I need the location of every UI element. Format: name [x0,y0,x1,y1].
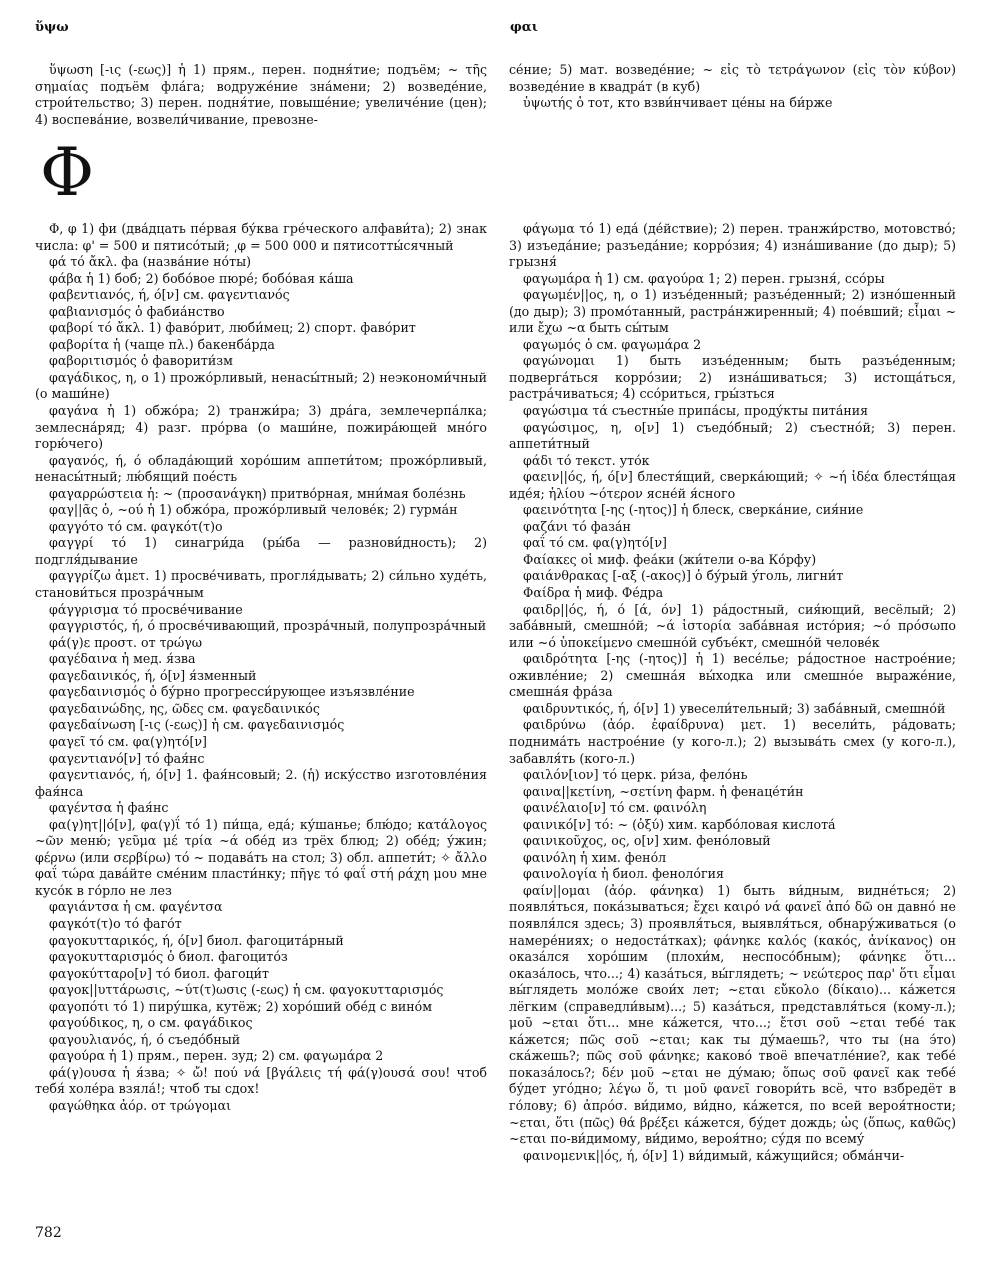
dictionary-entry: φάγγρισμα τό просве́чивание [49,601,243,617]
dictionary-entry: φαγάδικος, η, ο 1) прожо́рливый, ненасы́тный; 2) неэкономи́чный (о маши́не) [35,369,487,402]
dictionary-entry: φαγωμός ὁ см. φαγωμάρα 2 [523,336,702,352]
dictionary-entry: φάβα ἡ 1) боб; 2) бобо́вое пюре́; бобо́вая ка́ша [49,270,354,286]
dictionary-entry: Φ, φ 1) фи (два́дцать пе́рвая бу́ква гре́ческого алфави́та); 2) знак числа: φ' = 500 и пятисо́тый; ͵φ = 500 000 и пятисотты́сячный [35,221,487,253]
section-letter: Φ [40,134,95,211]
dictionary-entry: φαγανός, ή, ό облада́ющий хоро́шим аппети́том; прожо́рливый, ненасы́тный; лю́бящий пое́сть [35,452,487,485]
dictionary-entry: φαγεδαινικός, ή, ό[ν] я́зменный [49,667,257,683]
dictionary-entry: φαγούδικος, η, ο см. φαγάδικος [49,1015,253,1031]
dictionary-entry: φαινικοῦχος, ος, ο[ν] хим. фено́ловый [523,833,771,849]
dictionary-entry: φαγέδαινα ἡ мед. я́зва [49,651,196,667]
dictionary-entry: φαγώσιμα τά съестны́е припа́сы, проду́кты пита́ния [523,403,869,419]
dictionary-entry: φαιδρ||ός, ή, ό [ά, όν] 1) ра́достный, сия́ющий, весёлый; 2) заба́вный, смешно́й; ~ά ἱστορία заба́вная исто́рия; ~ό πρόσωπο или ~ό ὑποκείμενο смешно́й субъе́кт, смешно́й челове́к [509,601,956,650]
dictionary-entry: φαινέλαιο[ν] τό см. φαινόλη [523,800,707,816]
left-column [35,221,487,1115]
dictionary-entry: ὕψωση [-ις (-εως)] ἡ 1) прям., перен. подня́тие; подъём; ~ τῆς σημαίας подъём фла́га; водруже́ние зна́мени; 2) возведе́ние, строи́тельство; 3) перен. подня́тие, повыше́ние; увеличе́ние (цен); 4) воспева́ние, возвели́чивание, превозне- [35,62,487,127]
dictionary-entry: φαγοκυτταρισμός ὁ биол. фагоцито́з [49,949,288,965]
dictionary-entry: φαγεδαινώδης, ης, ῶδες см. φαγεδαινικός [49,700,320,716]
dictionary-entry: φαβεντιανός, ή, ό[ν] см. φαγεντιανός [49,287,290,303]
dictionary-entry: φαιδρότητα [-ης (-ητος)] ἡ 1) весе́лье; ра́достное настрое́ние; оживле́ние; 2) смешна́я вы́ходка или смешно́е выраже́ние, смешна́я фра́за [509,651,956,700]
dictionary-entry: φαγεντιανό[ν] τό фая́нс [49,750,205,766]
dictionary-entry: φαζάνι τό фаза́н [523,518,631,534]
dictionary-entry: φαινικό[ν] τό: ~ (ὀξύ) хим. карбо́ловая кислота́ [523,816,836,832]
dictionary-entry: φαίν||ομαι (ἀόρ. φάνηκα) 1) быть ви́дным, видне́ться; 2) появля́ться, пока́зываться; ἔχει καιρό νά φανεῖ ἀπό δῶ он давно́ не появля́лся здесь; 3) проявля́ться, выявля́ться, обнару́живаться (о намере́ниях; о недоста́тках); φάνηκε καλός (κακός, ἀνίκανος) он оказа́лся хоро́шим (плохи́м, неспосо́бным); φάνηκε ὅτι... оказа́лось, что...; 4) каза́ться, вы́глядеть; ~ νεώτερος παρ' ὅτι εἶμαι вы́глядеть моло́же свои́х лет; ~εται εὔκολο (δίκαιο)... ка́жется лёгким (справедли́вым)...; 5) каза́ться, представля́ться (кому-л.); μοῦ ~εται ὅτι... мне ка́жется, что...; ἔτσι σοῦ ~εται тебе́ так ка́жется; πῶς σοῦ ~εται; как ты ду́маешь?, что ты (на э́то) ска́жешь?; πῶς σοῦ φάνηκε; каково́ твоё впечатле́ние?, как тебе́ показа́лось?; δέν μοῦ ~εται не ду́маю; ὅπως σοῦ φανεῖ как тебе́ бу́дет уго́дно; λέγω ὅ, τι μοῦ φανεῖ говори́ть всё, что взбредёт в го́лову; 6) ἀπρόσ. ви́димо, ви́дно, ка́жется, по всей вероя́тности; ~εται, ὅτι (πῶς) θά βρέξει ка́жется, бу́дет дождь; ὡς (ὅπως, καθῶς) ~εται по-ви́димому, ви́димо, вероя́тно; су́дя по всему́ [509,882,956,1147]
dictionary-entry: φαγγρί τό 1) синагри́да (ры́ба — разнови́дность); 2) подгля́дывание [35,535,487,567]
dictionary-entry: φά(γ)ε προστ. от τρώγω [49,634,203,650]
right-column [509,221,956,1164]
dictionary-entry: φάγωμα τό 1) еда́ (де́йствие); 2) перен. транжи́рство, мотовство́; 3) изъеда́ние; разъеда́ние; корро́зия; 4) изна́шивание (до дыр); 5) грызня́ [509,221,956,270]
dictionary-entry: φαΐ τό см. φα(γ)ητό[ν] [523,535,667,551]
dictionary-entry: φαγώσιμος, η, ο[ν] 1) съедо́бный; 2) съестно́й; 3) перен. аппети́тный [509,419,956,452]
dictionary-entry: φαγοκυτταρικός, ή, ό[ν] биол. фагоцита́рный [49,932,344,948]
dictionary-entry: φαγωμέν||ος, η, ο 1) изъе́денный; разъе́денный; 2) изно́шенный (до дыр); 3) промо́танный, растра́нжиренный; 4) пое́вший; εἶμαι ~ или ἔχω ~α быть сы́тым [509,287,956,336]
dictionary-entry: φάδι τό текст. уто́к [523,452,650,468]
dictionary-entry: φαινομενικ||ός, ή, ό[ν] 1) ви́димый, ка́жущийся; обма́нчи- [523,1147,905,1163]
dictionary-entry: φαιλόν[ιον] τό церк. ри́за, фело́нь [523,767,748,783]
dictionary-entry: φαγαρρώστεια ἡ: ~ (προσανάγκη) притво́рная, мни́мая боле́знь [49,485,466,501]
dictionary-entry: φαγεντιανός, ή, ό[ν] 1. фая́нсовый; 2. (ἡ) иску́сство изготовле́ния фая́нса [35,767,487,799]
dictionary-entry: φαγοκύτταρο[ν] τό биол. фагоци́т [49,965,269,981]
dictionary-entry: φαεινότητα [-ης (-ητος)] ἡ блеск, сверка́ние, сия́ние [523,502,864,518]
guide-word-left: ὕψω [35,20,69,35]
dictionary-entry: φαγεδαίνωση [-ις (-εως)] ἡ см. φαγεδαινισμός [49,717,345,733]
dictionary-entry: φαβορίτα ἡ (чаще πλ.) бакенба́рда [49,336,275,352]
dictionary-entry: φαειν||ός, ή, ό[ν] блестя́щий, сверка́ющий; ✧ ~ή ἰδέα блестя́щая иде́я; ἡλίου ~ότερον ясне́й я́сного [509,469,956,501]
dictionary-entry: φά τό ἄκλ. фа (назва́ние но́ты) [49,254,252,270]
dictionary-entry: φαγγότο τό см. φαγκότ(τ)ο [49,518,223,534]
page-number: 782 [35,1225,62,1241]
dictionary-entry: φα(γ)ητ||ό[ν], φα(γ)ΐ τό 1) пи́ща, еда́; ку́шанье; блю́до; κατάλογος ~ῶν меню́; γεῦμα μέ τρία ~ά обе́д из трёх блюд; 2) обе́д; у́жин; φέρνω (или σερβίρω) τό ~ подава́ть на стол; 3) обл. аппети́т; ✧ ἄλλο φαΐ τώρα дава́йте сме́ним пласти́нку; πῆγε τό φαΐ στή ράχη μου мне кусо́к в го́рло не лез [35,816,487,898]
dictionary-entry: φαβορί τό ἄκλ. 1) фаво́рит, люби́мец; 2) спорт. фаво́рит [49,320,416,336]
dictionary-entry: φά(γ)ουσα ἡ я́зва; ✧ ὤ! πού νά [βγάλεις τή φά(γ)ουσά σου! чтоб тебя́ холе́ра взяла́!; чтоб ты сдох! [35,1064,487,1097]
dictionary-entry: φαινα||κετίνη, ~σετίνη фарм. ἡ фенаце́ти́н [523,783,804,799]
dictionary-entry: φαγωμάρα ἡ 1) см. φαγούρα 1; 2) перен. грызня́, ссо́ры [523,270,885,286]
dictionary-entry: φαινολογία ἡ биол. феноло́гия [523,866,724,882]
dictionary-entry: φαγγρίζω ἀμετ. 1) просве́чивать, прогля́дывать; 2) си́льно худе́ть, станови́ться прозра́чным [35,568,487,601]
dictionary-entry: φαγεδαινισμός ὁ бу́рно прогресси́рующее изъязвле́ние [49,684,415,700]
dictionary-entry: φαιάνθρακας [-αξ (-ακος)] ὁ бу́рый у́голь, лигни́т [523,568,844,584]
dictionary-entry: φαβιανισμός ὁ фабиа́нство [49,303,225,319]
dictionary-entry: φαινόλη ἡ хим. фено́л [523,849,667,865]
dictionary-entry: φαγούρα ἡ 1) прям., перен. зуд; 2) см. φαγωμάρα 2 [49,1048,384,1064]
dictionary-entry: φαιδρύνω (ἀόρ. ἐφαίδρυνα) μετ. 1) весели́ть, ра́довать; поднима́ть настрое́ние (у кого-л.); 2) вызыва́ть смех (у кого-л.), забавля́ть (кого-л.) [509,717,956,766]
dictionary-entry: φαγεῖ τό см. φα(γ)ητό[ν] [49,733,207,749]
dictionary-entry: φαγάνα ἡ 1) обжо́ра; 2) транжи́ра; 3) дра́га, землечерпа́лка; землесна́ряд; 4) разг. про́рва (о маши́не, пожира́ющей мно́го горю́чего) [35,403,487,452]
dictionary-entry-continuation: се́ние; 5) мат. возведе́ние; ~ εἰς τὸ τετράγωνον (εἰς τὸν κύβον) возведе́ние в квадра́т (в куб) [509,62,956,94]
dictionary-entry: φαιδρυντικός, ή, ό[ν] 1) увесели́тельный; 3) заба́вный, смешно́й [523,700,946,716]
dictionary-entry: φαγκότ(τ)ο τό фаго́т [49,915,182,931]
guide-word-right: φαι [510,20,539,35]
dictionary-entry: φαγοκ||υττάρωσις, ~ύτ(τ)ωσις (-εως) ἡ см. φαγοκυτταρισμός [49,982,444,998]
dictionary-entry: Φαίδρα ἡ миф. Фе́дра [523,585,664,601]
dictionary-entry: φαγοπότι τό 1) пиру́шка, кутёж; 2) хоро́ший обе́д с вино́м [49,998,433,1014]
dictionary-entry: φαγέντσα ἡ фая́нс [49,800,169,816]
dictionary-entry: Φαίακες οἱ миф. феа́ки (жи́тели о-ва Ко́рфу) [523,551,817,567]
dictionary-entry: φαγγριστός, ή, ό просве́чивающий, прозра́чный, полупрозра́чный [49,618,487,634]
dictionary-entry: ὑψωτής ὁ тот, кто взви́нчивает це́ны на би́рже [523,95,833,111]
dictionary-entry: φαγώνομαι 1) быть изъе́денным; быть разъе́денным; подверга́ться корро́зии; 2) изна́шиваться; 3) истоща́ться, растра́чиваться; 4) ссо́риться, гры́зться [509,353,956,402]
dictionary-entry: φαγιάντσα ἡ см. φαγέντσα [49,899,223,915]
top-left-column [35,62,487,128]
dictionary-entry: φαγώθηκα ἀόρ. от τρώγομαι [49,1097,232,1113]
dictionary-entry: φαγουλιανός, ή, ό съедо́бный [49,1031,241,1047]
top-right-column [509,62,956,112]
dictionary-entry: φαγ||ᾶς ὁ, ~ού ἡ 1) обжо́ра, прожо́рливый челове́к; 2) гурма́н [49,502,458,518]
dictionary-entry: φαβοριτισμός ὁ фаворити́зм [49,353,233,369]
